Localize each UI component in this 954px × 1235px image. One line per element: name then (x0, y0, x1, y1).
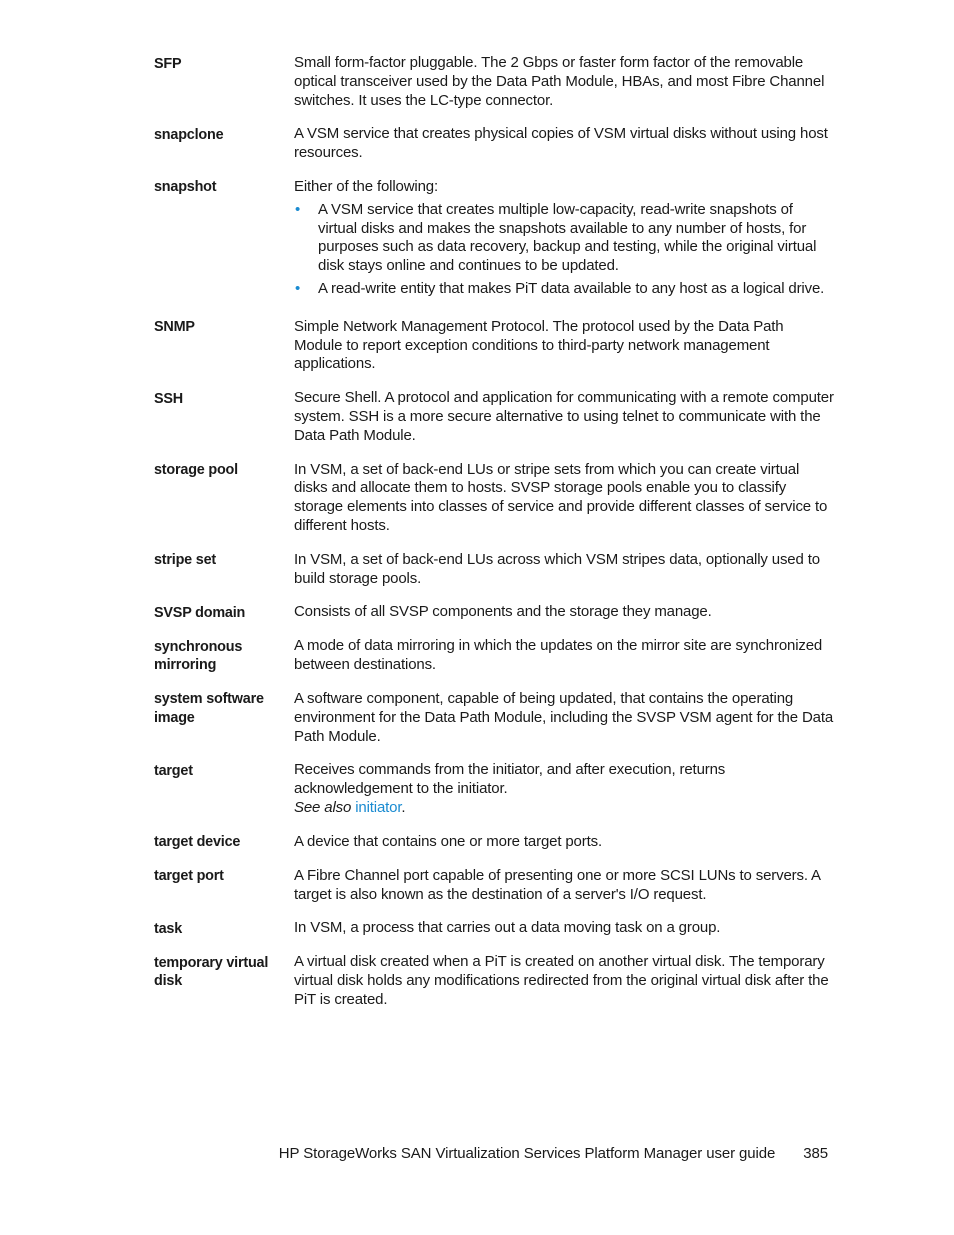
glossary-definition: Small form-factor pluggable. The 2 Gbps or faster form factor of the removable optical transceiver used by the Data Path Module, HBAs, and most Fibre Channel switches. It uses the LC-type connector. (294, 54, 825, 109)
glossary-definition: A VSM service that creates physical copies of VSM virtual disks without using host resources. (294, 125, 828, 162)
glossary-entry-target (154, 761, 834, 817)
glossary-term: target device (154, 834, 241, 851)
page-footer (154, 1144, 828, 1163)
glossary-term: snapshot (154, 179, 217, 196)
glossary-entry-ssh (154, 389, 834, 445)
glossary-definition: A device that contains one or more target ports. (294, 832, 602, 850)
glossary-entry-target-port (154, 867, 834, 905)
glossary-term: task (154, 920, 183, 937)
glossary-entry-snmp (154, 318, 834, 374)
glossary-term: SSH (154, 390, 183, 407)
glossary-term: SFP (154, 55, 182, 72)
page-number: 385 (803, 1145, 828, 1162)
glossary-term: target port (154, 868, 224, 885)
glossary-entry-stripe-set (154, 551, 834, 589)
glossary-definition: In VSM, a set of back-end LUs across which VSM stripes data, optionally used to build storage pools. (294, 550, 820, 587)
glossary-definition: Simple Network Management Protocol. The protocol used by the Data Path Module to report exception conditions to third-party network management applications. (294, 317, 784, 373)
glossary-list (154, 54, 834, 1025)
glossary-term: SVSP domain (154, 604, 246, 621)
glossary-definition: In VSM, a set of back-end LUs or stripe sets from which you can create virtual disks and allocate them to hosts. SVSP storage pools enable you to classify storage elements into classes of service and provide different classes of service to different hosts. (294, 460, 828, 534)
glossary-term: target (154, 762, 193, 779)
glossary-entry-task (154, 919, 834, 938)
glossary-entry-synchronous-mirroring (154, 637, 834, 675)
bullet-icon: • (295, 200, 301, 218)
glossary-definition: A virtual disk created when a PiT is created on another virtual disk. The temporary virtual disk holds any modifications redirected from the original virtual disk after the PiT is created. (294, 953, 829, 1008)
glossary-entry-snapclone (154, 125, 834, 163)
glossary-definition: A software component, capable of being updated, that contains the operating environment for the Data Path Module, including the SVSP VSM agent for the Data Path Module. (294, 689, 834, 745)
glossary-term: system software image (154, 691, 264, 726)
glossary-entry-temporary-virtual-disk (154, 953, 834, 1009)
glossary-entry-svsp-domain (154, 603, 834, 622)
footer-title: HP StorageWorks SAN Virtualization Services Platform Manager user guide (278, 1145, 776, 1162)
glossary-definition: A mode of data mirroring in which the updates on the mirror site are synchronized between destinations. (294, 637, 823, 674)
glossary-entry-target-device (154, 833, 834, 852)
glossary-entry-system-software-image (154, 690, 834, 746)
glossary-term: SNMP (154, 319, 195, 336)
glossary-entry-snapshot (154, 178, 834, 303)
glossary-term: storage pool (154, 462, 238, 479)
glossary-term: snapclone (154, 126, 224, 143)
bullet-list (294, 201, 834, 299)
glossary-term: synchronous mirroring (154, 638, 243, 674)
bullet-item: • A VSM service that creates multiple low-capacity, read-write snapshots of virtual disks and makes the snapshots available to any number of hosts, for purposes such as data recovery, backup and testing, while the original virtual disk stays online and continues to be updated. (295, 200, 817, 275)
glossary-definition: Secure Shell. A protocol and application for communicating with a remote computer system. SSH is a more secure alternative to using telnet to communicate with the Data Path Module. (294, 389, 834, 444)
glossary-definition: Consists of all SVSP components and the storage they manage. (294, 603, 712, 621)
glossary-definition: In VSM, a process that carries out a data moving task on a group. (294, 919, 721, 937)
glossary-entry-storage-pool (154, 461, 834, 536)
glossary-definition: A Fibre Channel port capable of presenting one or more SCSI LUNs to servers. A target is also known as the destination of a server's I/O request. (294, 866, 821, 903)
bullet-item: • A read-write entity that makes PiT data available to any host as a logical drive. (295, 279, 825, 297)
glossary-definition: Receives commands from the initiator, and after execution, returns acknowledgement to the initiator. See also initiator. (294, 761, 834, 817)
glossary-term: temporary virtual disk (154, 954, 269, 990)
see-also: See also initiator. (294, 798, 406, 816)
glossary-entry-sfp (154, 54, 834, 110)
bullet-icon: • (295, 279, 301, 297)
glossary-definition: Either of the following: • A VSM service that creates multiple low-capacity, read-write snapshots of virtual disks and makes the snapshots available to any number of hosts, for purposes such as data recovery, backup and testing, while the original virtual disk stays online and continues to be updated. • A read-write entity that makes PiT data available to any host as a logical drive. (294, 178, 834, 303)
initiator-link[interactable]: initiator (355, 798, 402, 816)
glossary-term: stripe set (154, 552, 216, 569)
